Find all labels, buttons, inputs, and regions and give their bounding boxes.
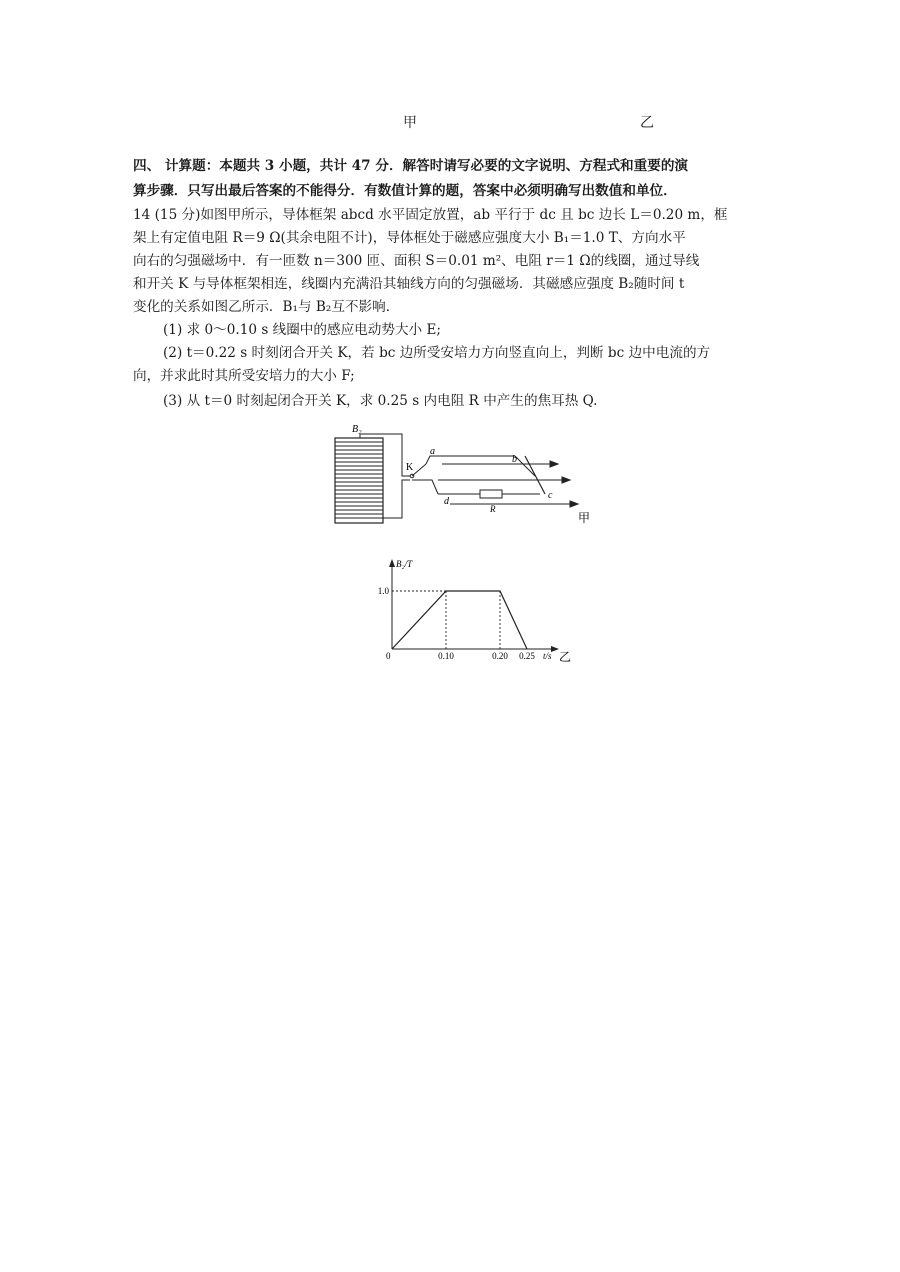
lead-to-d [412,480,438,494]
origin-label: 0 [386,651,391,661]
x-tick-label: 0.20 [492,651,508,661]
question-2-line-1: (2) t＝0.22 s 时刻闭合开关 K，若 bc 边所受安培力方向竖直向上，判断 bc 边中电流的方 [163,345,711,361]
x-axis-arrow [551,646,559,652]
tick-labels [378,586,536,661]
x-axis-label: t/s [543,651,552,661]
problem-line-2: 架上有定值电阻 R＝9 Ω(其余电阻不计)，导体框处于磁感应强度大小 B₁＝1.0 T、方向水平 [133,230,686,246]
figure-yi-caption: 乙 [559,650,572,664]
label-resistor: R [490,504,496,514]
question-3: (3) 从 t＝0 时刻起闭合开关 K，求 0.25 s 内电阻 R 中产生的焦耳热 Q. [163,393,598,409]
field-arrows [438,461,578,507]
y-tick-label: 1.0 [377,586,389,596]
lower-wire [383,480,410,518]
figure-yi-chart [355,555,585,670]
series-line [392,591,527,649]
section-heading-line-1: 四、 计算题：本题共 3 小题，共计 47 分．解答时请写必要的文字说明、方程式和重要的演 [133,158,689,174]
y-axis-arrow [389,559,395,567]
edge-bc [525,456,545,494]
caption-jia: 甲 [403,115,417,131]
label-c: c [548,490,553,501]
y-axis-label: B₂/T [396,559,413,569]
resistor [480,490,502,498]
coil-windings [335,442,383,518]
coil-label: B₂ [352,424,362,435]
question-1: (1) 求 0～0.10 s 线圈中的感应电动势大小 E; [163,322,441,338]
x-tick-label: 0.10 [438,651,454,661]
edge-bc-top [515,456,535,476]
problem-line-1: 14 (15 分)如图甲所示，导体框架 abcd 水平固定放置，ab 平行于 dc 且 bc 边长 L＝0.20 m，框 [133,207,728,223]
figure-jia-circuit [330,418,600,533]
figure-jia-caption: 甲 [578,511,591,525]
switch-blade [412,464,426,476]
label-d: d [444,496,449,507]
section-heading-line-2: 算步骤．只写出最后答案的不能得分．有数值计算的题，答案中必须明确写出数值和单位． [133,183,677,199]
problem-line-3: 向右的匀强磁场中．有一匝数 n＝300 匝、面积 S＝0.01 m²、电阻 r＝1 Ω的线圈，通过导线 [133,253,700,269]
problem-line-5: 变化的关系如图乙所示．B₁与 B₂互不影响． [133,299,400,315]
lead-to-a [426,456,442,464]
question-2-line-2: 向，并求此时其所受安培力的大小 F; [133,368,355,384]
label-a: a [430,446,435,457]
x-tick-label: 0.25 [519,651,535,661]
problem-line-4: 和开关 K 与导体框架相连，线圈内充满沿其轴线方向的匀强磁场．其磁感应强度 B₂随时间 t [133,276,685,292]
guide-lines [392,591,500,649]
label-b: b [512,454,517,465]
switch-label: K [406,462,414,473]
caption-yi: 乙 [640,115,654,131]
